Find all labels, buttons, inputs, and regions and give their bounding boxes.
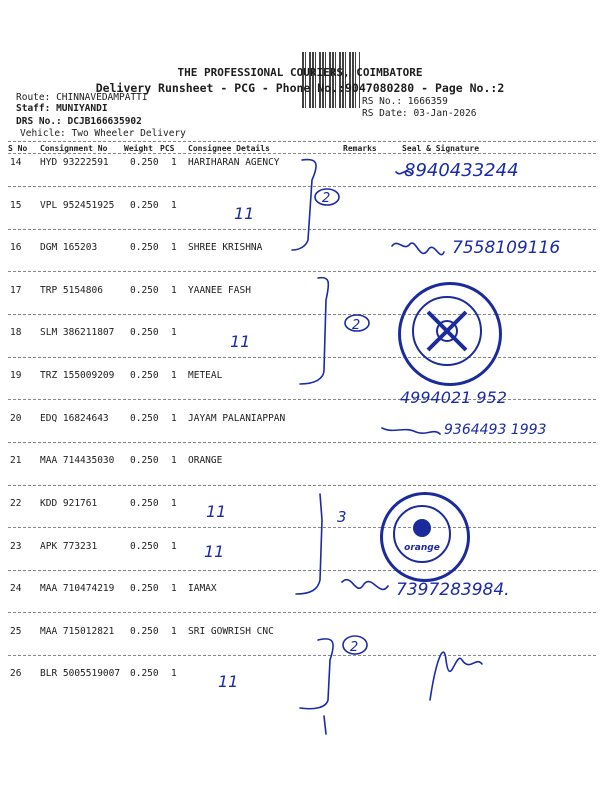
consignee: IAMAX bbox=[188, 583, 217, 594]
signature-scribble bbox=[392, 243, 444, 255]
vehicle-line: Vehicle: Two Wheeler Delivery bbox=[20, 128, 186, 139]
sno: 24 bbox=[10, 583, 22, 594]
pcs: 1 bbox=[171, 242, 177, 253]
company-title: THE PROFESSIONAL COURIERS, COIMBATORE bbox=[177, 66, 423, 79]
consignment-no: DGM 165203 bbox=[40, 242, 98, 253]
yaanee-fashions-stamp bbox=[398, 282, 502, 386]
rs-no-value: 1666359 bbox=[407, 96, 448, 107]
drs-line: DRS No.: DCJB166635902 bbox=[16, 116, 142, 127]
pcs: 1 bbox=[171, 157, 177, 168]
handwritten-phone-16: 7558109116 bbox=[452, 238, 561, 258]
col-header-weight: Weight bbox=[124, 144, 153, 153]
handwritten-mark: 11 bbox=[230, 332, 251, 351]
stamp-graphic bbox=[380, 492, 464, 576]
pcs: 1 bbox=[171, 200, 177, 211]
pcs: 1 bbox=[171, 626, 177, 637]
signature-scribble bbox=[382, 428, 440, 434]
bracket-stroke bbox=[296, 494, 322, 594]
weight: 0.250 bbox=[130, 626, 159, 637]
sno: 22 bbox=[10, 498, 22, 509]
weight: 0.250 bbox=[130, 455, 159, 466]
sno: 16 bbox=[10, 242, 22, 253]
pcs: 1 bbox=[171, 583, 177, 594]
col-header-consignment: Consignment No bbox=[40, 144, 108, 153]
route-line: Route: CHINNAVEDAMPATTI bbox=[16, 92, 148, 103]
rs-no-line: RS No.: 1666359 bbox=[362, 96, 448, 107]
handwritten-mark: 11 bbox=[234, 204, 255, 223]
handwritten-count: 2 bbox=[322, 191, 331, 206]
weight: 0.250 bbox=[130, 583, 159, 594]
sno: 18 bbox=[10, 327, 22, 338]
pcs: 1 bbox=[171, 327, 177, 338]
consignee: JAYAM PALANIAPPAN bbox=[188, 413, 286, 424]
signature-scribble bbox=[342, 580, 388, 590]
route-value: CHINNAVEDAMPATTI bbox=[56, 92, 148, 103]
handwritten-count: 2 bbox=[352, 318, 361, 333]
handwritten-mark: 11 bbox=[218, 672, 239, 691]
pcs: 1 bbox=[171, 455, 177, 466]
consignment-no: VPL 952451925 bbox=[40, 200, 115, 211]
sno: 21 bbox=[10, 455, 22, 466]
col-header-pcs: PCS bbox=[160, 144, 175, 153]
circle-stroke bbox=[345, 315, 369, 331]
stamp-graphic bbox=[398, 282, 496, 380]
handwritten-mark: 11 bbox=[204, 542, 225, 561]
bracket-stroke bbox=[300, 639, 333, 709]
sno: 17 bbox=[10, 285, 22, 296]
circle-stroke bbox=[315, 189, 339, 205]
consignee: SRI GOWRISH CNC bbox=[188, 626, 274, 637]
consignment-no: MAA 714435030 bbox=[40, 455, 115, 466]
sno: 15 bbox=[10, 200, 22, 211]
weight: 0.250 bbox=[130, 498, 159, 509]
consignee: SHREE KRISHNA bbox=[188, 242, 263, 253]
orange-company-stamp bbox=[380, 492, 470, 582]
col-header-remarks: Remarks bbox=[343, 144, 377, 153]
consignment-no: TRP 5154806 bbox=[40, 285, 103, 296]
circle-stroke bbox=[343, 636, 367, 654]
signature-scribble bbox=[430, 652, 482, 700]
staff-line: Staff: MUNIYANDI bbox=[16, 103, 108, 114]
pcs: 1 bbox=[171, 541, 177, 552]
handwritten-mark: 11 bbox=[206, 502, 227, 521]
consignee: HARIHARAN AGENCY bbox=[188, 157, 280, 168]
col-header-seal: Seal & Signature bbox=[402, 144, 480, 153]
sno: 23 bbox=[10, 541, 22, 552]
handwritten-phone-24: 7397283984. bbox=[396, 580, 510, 600]
consignee: METEAL bbox=[188, 370, 223, 381]
staff-value: MUNIYANDI bbox=[56, 103, 108, 114]
sno: 20 bbox=[10, 413, 22, 424]
pcs: 1 bbox=[171, 370, 177, 381]
weight: 0.250 bbox=[130, 200, 159, 211]
signature-scribble bbox=[396, 171, 412, 174]
consignee: ORANGE bbox=[188, 455, 223, 466]
consignment-no: EDQ 16824643 bbox=[40, 413, 109, 424]
weight: 0.250 bbox=[130, 285, 159, 296]
handwritten-phone-20: 9364493 1993 bbox=[444, 422, 547, 438]
sno: 25 bbox=[10, 626, 22, 637]
weight: 0.250 bbox=[130, 668, 159, 679]
pcs: 1 bbox=[171, 668, 177, 679]
consignment-no: KDD 921761 bbox=[40, 498, 98, 509]
col-header-sno: S No bbox=[8, 144, 28, 153]
sno: 26 bbox=[10, 668, 22, 679]
consignment-no: SLM 386211807 bbox=[40, 327, 115, 338]
weight: 0.250 bbox=[130, 157, 159, 168]
runsheet-title: Delivery Runsheet - PCG - Phone No.:9047080280 - Page No.:2 bbox=[95, 81, 505, 95]
col-header-consignee: Consignee Details bbox=[188, 144, 270, 153]
consignment-no: TRZ 155009209 bbox=[40, 370, 115, 381]
weight: 0.250 bbox=[130, 541, 159, 552]
drs-value: DCJB166635902 bbox=[67, 116, 142, 127]
handwritten-phone-19: 4994021 952 bbox=[400, 388, 507, 407]
consignment-no: MAA 710474219 bbox=[40, 583, 115, 594]
weight: 0.250 bbox=[130, 370, 159, 381]
tick-stroke bbox=[324, 716, 326, 734]
pcs: 1 bbox=[171, 498, 177, 509]
rs-date-value: 03-Jan-2026 bbox=[413, 108, 477, 119]
stamp-word: orange bbox=[404, 543, 440, 553]
pcs: 1 bbox=[171, 285, 177, 296]
consignment-no: HYD 93222591 bbox=[40, 157, 109, 168]
rs-date-line: RS Date: 03-Jan-2026 bbox=[362, 108, 477, 119]
sno: 19 bbox=[10, 370, 22, 381]
consignment-no: APK 773231 bbox=[40, 541, 98, 552]
pcs: 1 bbox=[171, 413, 177, 424]
handwritten-count: 2 bbox=[350, 640, 359, 655]
sno: 14 bbox=[10, 157, 22, 168]
handwritten-phone-14: 8940433244 bbox=[404, 160, 519, 181]
weight: 0.250 bbox=[130, 242, 159, 253]
weight: 0.250 bbox=[130, 327, 159, 338]
bracket-stroke bbox=[300, 278, 328, 384]
weight: 0.250 bbox=[130, 413, 159, 424]
bracket-stroke bbox=[292, 160, 316, 250]
consignee: YAANEE FASH bbox=[188, 285, 251, 296]
consignment-no: MAA 715012821 bbox=[40, 626, 115, 637]
vehicle-value: Two Wheeler Delivery bbox=[71, 128, 186, 139]
consignment-no: BLR 5005519007 bbox=[40, 668, 121, 679]
handwritten-count: 3 bbox=[337, 508, 347, 526]
